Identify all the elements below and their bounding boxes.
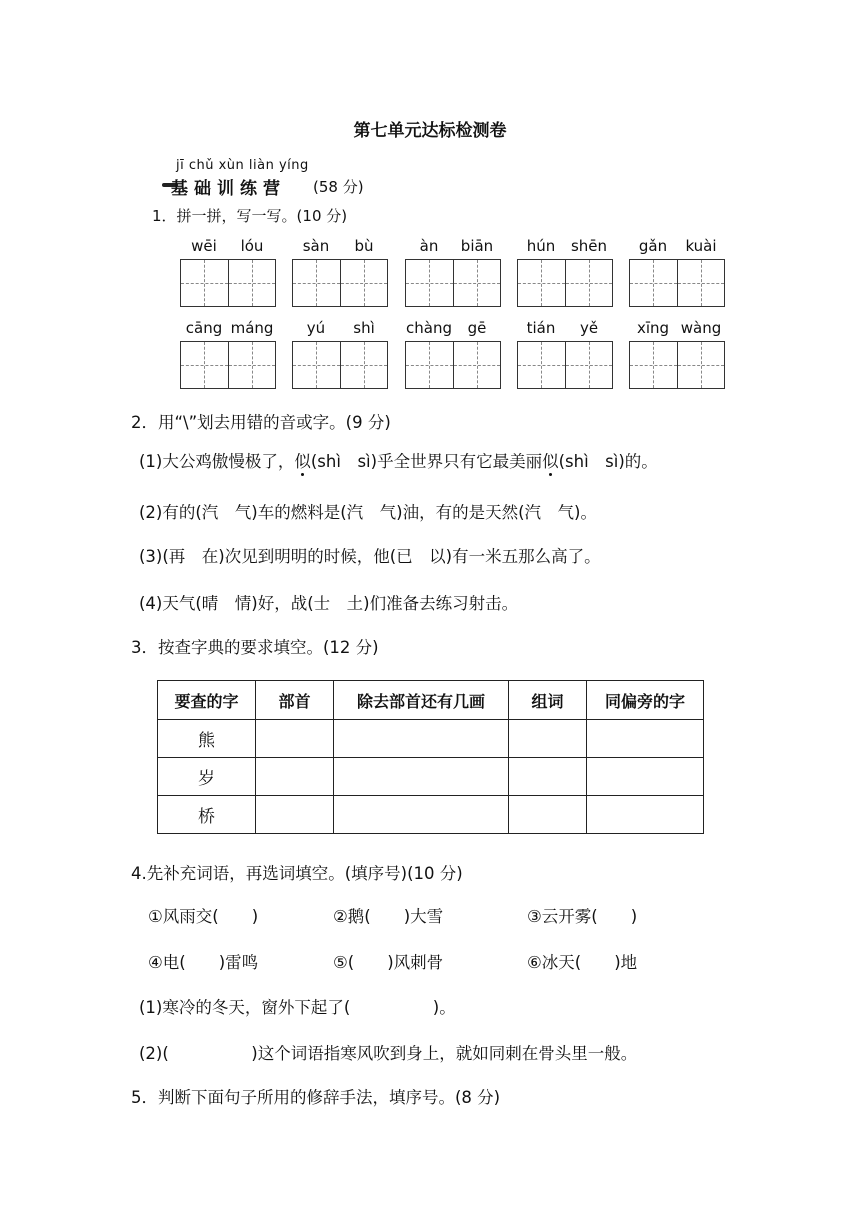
section-score: (58 分) <box>313 178 364 196</box>
writing-grid[interactable] <box>517 341 613 389</box>
pinyin-syllable: yě <box>579 319 599 337</box>
pinyin-syllable: biān <box>460 237 494 255</box>
q2-l1-dotted-char: 似 <box>294 452 311 471</box>
section-title: 基础训练营 <box>171 179 286 199</box>
answer-cell[interactable] <box>587 758 704 796</box>
pinyin-syllable: kuài <box>685 237 717 255</box>
pinyin-syllable: tián <box>526 319 556 337</box>
pinyin-syllable: lóu <box>240 237 264 255</box>
idiom-option: ②鹅( )大雪 <box>333 907 444 926</box>
pinyin-syllable: àn <box>419 237 439 255</box>
writing-grid[interactable] <box>180 259 276 307</box>
answer-cell[interactable] <box>334 758 509 796</box>
q2-l1-text: (shì sì)乎全世界只有它最美丽 <box>310 452 543 471</box>
pinyin-syllable: bù <box>354 237 374 255</box>
question-1: 1．拼一拼，写一写。(10 分) <box>152 207 348 225</box>
answer-cell[interactable] <box>256 796 334 834</box>
idiom-option: ①风雨交( ) <box>148 907 259 926</box>
question-2-line-3: (3)(再 在)次见到明明的时候，他(已 以)有一米五那么高了。 <box>139 547 601 566</box>
pinyin-syllable: gǎn <box>638 237 668 255</box>
column-header: 要查的字 <box>158 681 256 720</box>
column-header: 组词 <box>509 681 587 720</box>
pinyin-group <box>180 237 276 307</box>
section-pinyin: jī chǔ xùn liàn yíng <box>176 158 309 173</box>
column-header: 部首 <box>256 681 334 720</box>
q2-l1-text: (1)大公鸡傲慢极了， <box>139 452 295 471</box>
page-title: 第七单元达标检测卷 <box>353 121 507 141</box>
column-header: 同偏旁的字 <box>587 681 704 720</box>
question-5: 5．判断下面句子所用的修辞手法，填序号。(8 分) <box>131 1088 501 1107</box>
idiom-option: ④电( )雷鸣 <box>148 953 259 972</box>
lookup-char: 岁 <box>158 758 256 796</box>
column-header: 除去部首还有几画 <box>334 681 509 720</box>
pinyin-group <box>292 319 388 389</box>
idiom-option: ⑥冰天( )地 <box>527 953 638 972</box>
lookup-char: 熊 <box>158 720 256 758</box>
writing-grid[interactable] <box>405 341 501 389</box>
answer-cell[interactable] <box>587 796 704 834</box>
table-header-row <box>158 681 704 720</box>
pinyin-syllable: shì <box>353 319 375 337</box>
pinyin-group <box>629 237 725 307</box>
table-row <box>158 758 704 796</box>
writing-grid[interactable] <box>517 259 613 307</box>
question-4-sentence-1: (1)寒冷的冬天，窗外下起了( )。 <box>139 998 456 1017</box>
lookup-char: 桥 <box>158 796 256 834</box>
question-2-line-2: (2)有的(汽 气)车的燃料是(汽 气)油，有的是天然(汽 气)。 <box>139 503 597 522</box>
answer-cell[interactable] <box>509 758 587 796</box>
pinyin-group <box>405 237 501 307</box>
answer-cell[interactable] <box>256 720 334 758</box>
pinyin-group <box>180 319 276 389</box>
table-row <box>158 720 704 758</box>
pinyin-syllable: sàn <box>302 237 330 255</box>
pinyin-syllable: hún <box>526 237 556 255</box>
writing-grid[interactable] <box>292 259 388 307</box>
answer-cell[interactable] <box>334 796 509 834</box>
answer-cell[interactable] <box>587 720 704 758</box>
writing-grid[interactable] <box>629 259 725 307</box>
pinyin-syllable: wàng <box>680 319 722 337</box>
writing-grid[interactable] <box>292 341 388 389</box>
pinyin-syllable: wēi <box>191 237 217 255</box>
question-3: 3．按查字典的要求填空。(12 分) <box>131 638 379 657</box>
answer-cell[interactable] <box>256 758 334 796</box>
pinyin-syllable: xīng <box>636 319 670 337</box>
question-4: 4.先补充词语，再选词填空。(填序号)(10 分) <box>131 864 463 883</box>
question-2-line-4: (4)天气(晴 情)好，战(士 土)们准备去练习射击。 <box>139 594 519 613</box>
writing-grid[interactable] <box>180 341 276 389</box>
pinyin-syllable: gē <box>467 319 487 337</box>
pinyin-group <box>629 319 725 389</box>
question-2: 2．用“\”划去用错的音或字。(9 分) <box>131 413 391 432</box>
idiom-option: ③云开雾( ) <box>527 907 638 926</box>
dictionary-table <box>157 680 704 834</box>
pinyin-syllable: máng <box>230 319 274 337</box>
answer-cell[interactable] <box>334 720 509 758</box>
idiom-option: ⑤( )风刺骨 <box>333 953 444 972</box>
table-row <box>158 796 704 834</box>
pinyin-group <box>517 237 613 307</box>
answer-cell[interactable] <box>509 720 587 758</box>
writing-grid[interactable] <box>629 341 725 389</box>
pinyin-syllable: yú <box>306 319 326 337</box>
pinyin-group <box>292 237 388 307</box>
pinyin-syllable: cāng <box>185 319 223 337</box>
writing-grid[interactable] <box>405 259 501 307</box>
pinyin-group <box>405 319 501 389</box>
pinyin-group <box>517 319 613 389</box>
q2-l1-text: (shì sì)的。 <box>558 452 658 471</box>
answer-cell[interactable] <box>509 796 587 834</box>
question-2-line-1 <box>139 448 658 472</box>
pinyin-syllable: chàng <box>406 319 452 337</box>
pinyin-syllable: shēn <box>570 237 608 255</box>
question-4-sentence-2: (2)( )这个词语指寒风吹到身上，就如同刺在骨头里一般。 <box>139 1044 638 1063</box>
q2-l1-dotted-char: 似 <box>542 452 559 471</box>
